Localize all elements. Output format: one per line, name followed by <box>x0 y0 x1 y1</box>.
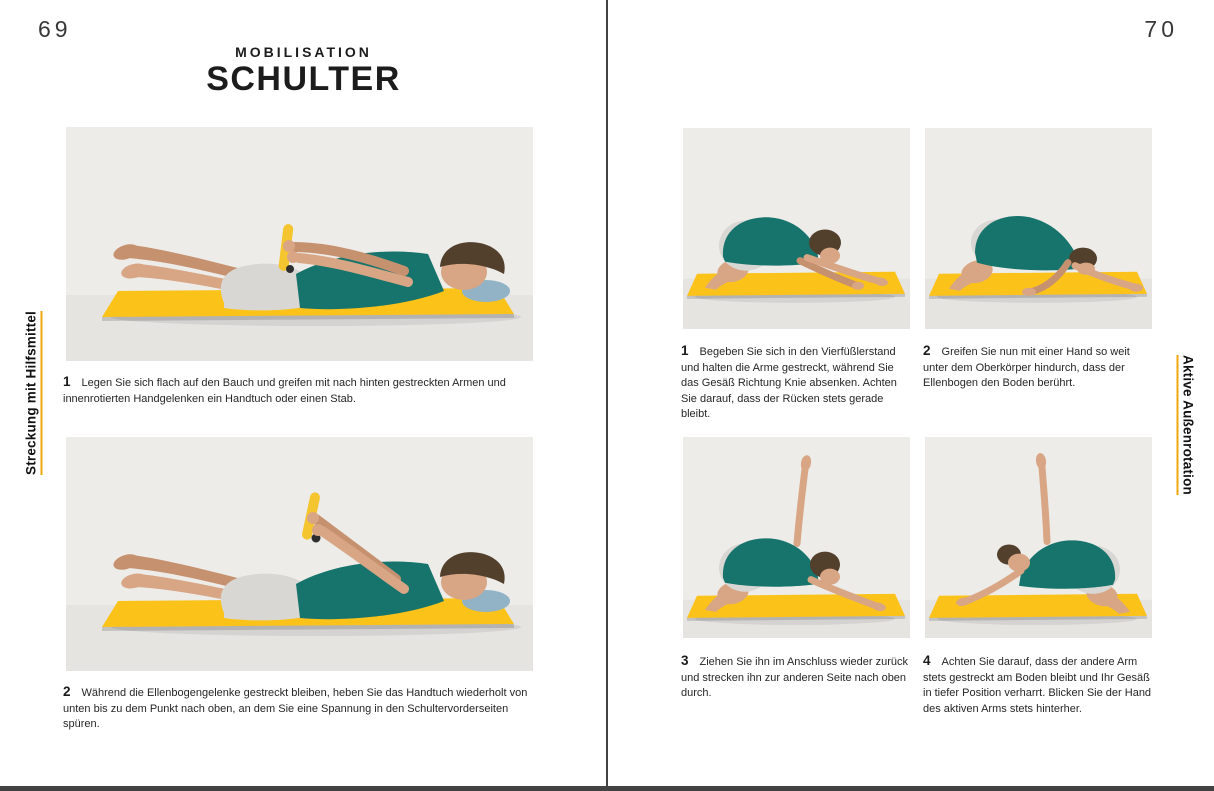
page-number-right: 70 <box>1144 16 1178 42</box>
exercise-photo-prone-stick-raised <box>66 437 533 671</box>
step-caption <box>681 341 914 423</box>
step-number: 1 <box>681 343 689 358</box>
illustration-prone-raised <box>66 437 533 671</box>
illustration-look-up <box>925 437 1152 638</box>
illustration-prone-low <box>66 127 533 361</box>
step-text: Greifen Sie nun mit einer Hand so weit unter dem Oberkörper hindurch, dass der Ellenbogen den Boden berührt. <box>923 346 1130 390</box>
step-caption <box>923 651 1156 717</box>
step-caption <box>923 341 1156 392</box>
center-page-divider <box>606 0 608 791</box>
illustration-thread-needle <box>925 128 1152 329</box>
step-text: Während die Ellenbogengelenke gestreckt bleiben, heben Sie das Handtuch wiederholt von unten bis zu dem Punkt nach oben, an dem Sie eine Spannung in den Schultervorderseiten spüren. <box>63 687 528 731</box>
page-title: SCHULTER <box>206 60 401 98</box>
step-number: 2 <box>63 684 71 699</box>
step-caption <box>63 682 546 733</box>
step-text: Legen Sie sich flach auf den Bauch und greifen mit nach hinten gestreckten Armen und innenrotierten Handgelenken ein Handtuch oder einen Stab. <box>63 377 506 405</box>
exercise-photo-quadruped-reach <box>683 128 910 329</box>
step-number: 2 <box>923 343 931 358</box>
bottom-rule <box>0 786 1214 791</box>
exercise-photo-arm-raised <box>683 437 910 638</box>
illustration-quadruped <box>683 128 910 329</box>
step-text: Achten Sie darauf, dass der andere Arm stets gestreckt am Boden bleibt und Ihr Gesäß in tiefer Position verharrt. Blicken Sie der Hand des aktiven Arms stets hinterher. <box>923 656 1152 715</box>
step-number: 1 <box>63 374 71 389</box>
exercise-photo-arm-raised-look-up <box>925 437 1152 638</box>
exercise-photo-arm-under-torso <box>925 128 1152 329</box>
illustration-arm-raised <box>683 437 910 638</box>
exercise-photo-prone-stick-low <box>66 127 533 361</box>
step-number: 3 <box>681 653 689 668</box>
sidebar-tab-right: Aktive Außenrotation <box>1177 355 1196 495</box>
sidebar-tab-left: Streckung mit Hilfsmittel <box>24 311 43 475</box>
step-caption <box>63 372 546 407</box>
step-text: Begeben Sie sich in den Vierfüßlerstand und halten die Arme gestreckt, während Sie das Gesäß Richtung Knie absenken. Achten Sie darauf, dass der Rücken stets gerade bleibt. <box>681 346 897 421</box>
step-text: Ziehen Sie ihn im Anschluss wieder zurück und strecken ihn zur anderen Seite nach oben durch. <box>681 656 908 700</box>
page-number-left: 69 <box>38 16 72 42</box>
step-caption <box>681 651 914 702</box>
step-number: 4 <box>923 653 931 668</box>
section-kicker: MOBILISATION <box>235 44 372 60</box>
